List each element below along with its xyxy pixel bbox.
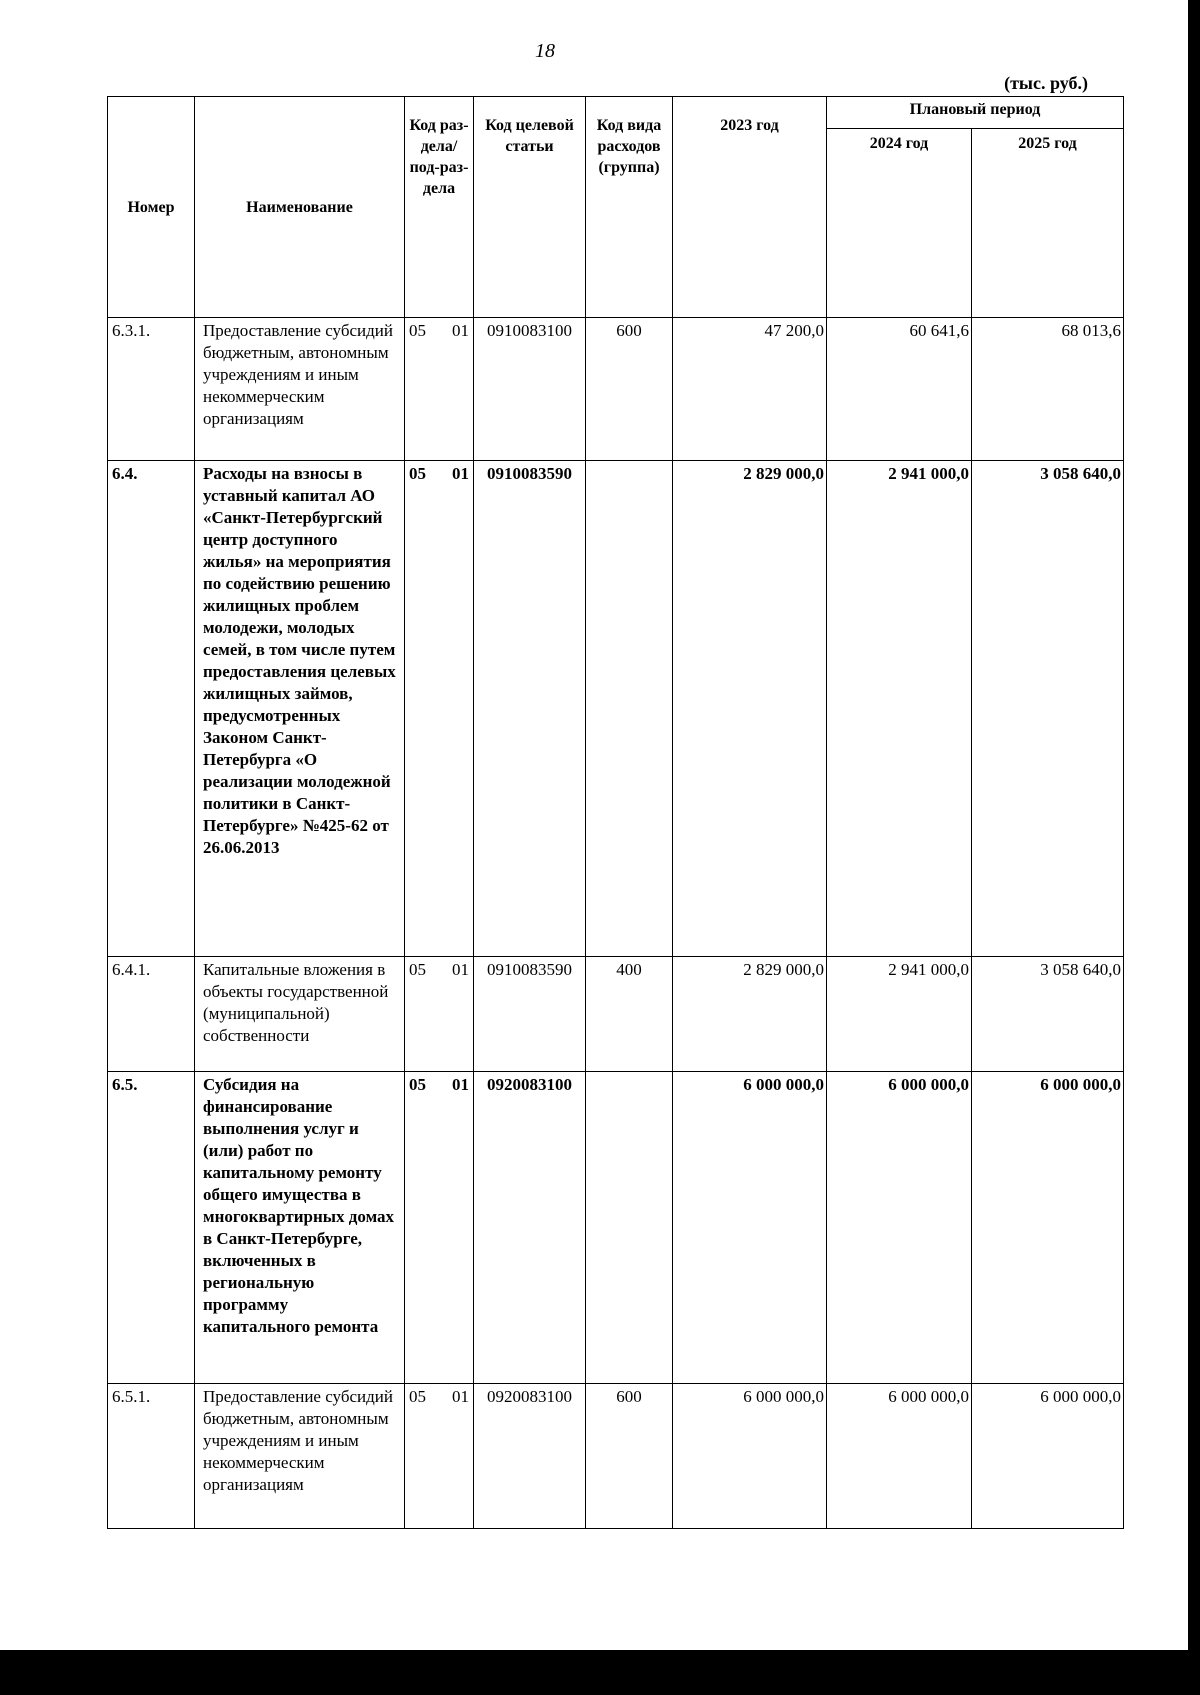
row-amount-2025: 3 058 640,0 (972, 461, 1124, 957)
row-amount-2024: 2 941 000,0 (827, 957, 972, 1072)
row-vid-code: 600 (586, 318, 673, 461)
row-amount-2025: 68 013,6 (972, 318, 1124, 461)
row-razdel (405, 318, 474, 461)
row-target-code: 0910083590 (474, 461, 586, 957)
page-number: 18 (535, 40, 555, 62)
row-number: 6.5.1. (108, 1384, 195, 1529)
row-amount-2024: 2 941 000,0 (827, 461, 972, 957)
razdel-code: 05 (409, 321, 426, 340)
row-amount-2023: 2 829 000,0 (673, 461, 827, 957)
row-razdel (405, 1384, 474, 1529)
header-2023: 2023 год (673, 97, 827, 318)
row-target-code: 0910083590 (474, 957, 586, 1072)
budget-table (107, 96, 1124, 1529)
row-amount-2023: 47 200,0 (673, 318, 827, 461)
table-row (108, 318, 1124, 461)
razdel-code: 05 (409, 960, 426, 979)
row-number: 6.3.1. (108, 318, 195, 461)
row-vid-code: 400 (586, 957, 673, 1072)
row-amount-2023: 6 000 000,0 (673, 1072, 827, 1384)
razdel-code: 05 (409, 464, 426, 483)
table-row (108, 461, 1124, 957)
podrazdel-code: 01 (452, 464, 469, 483)
table-row (108, 1384, 1124, 1529)
row-number: 6.4.1. (108, 957, 195, 1072)
row-razdel (405, 1072, 474, 1384)
header-2025: 2025 год (972, 129, 1124, 318)
header-number: Номер (108, 97, 195, 318)
row-target-code: 0920083100 (474, 1072, 586, 1384)
podrazdel-code: 01 (452, 1387, 469, 1406)
row-name: Предоставление субсидий бюджетным, автономным учреждениям и иным некоммерческим организациям (195, 318, 405, 461)
table-row (108, 1072, 1124, 1384)
row-vid-code (586, 461, 673, 957)
row-amount-2025: 6 000 000,0 (972, 1384, 1124, 1529)
scan-border-bottom (0, 1650, 1200, 1695)
header-name: Наименование (195, 97, 405, 318)
row-razdel (405, 957, 474, 1072)
razdel-code: 05 (409, 1075, 426, 1094)
row-amount-2025: 6 000 000,0 (972, 1072, 1124, 1384)
razdel-code: 05 (409, 1387, 426, 1406)
header-vid: Код вида расходов (группа) (586, 97, 673, 318)
header-2024: 2024 год (827, 129, 972, 318)
row-vid-code (586, 1072, 673, 1384)
scan-border-right (1188, 0, 1200, 1695)
row-name: Расходы на взносы в уставный капитал АО «Санкт-Петербургский центр доступного жилья» на мероприятия по содействию решению жилищных проблем молодежи, молодых семей, в том числе путем предоставления целевых жилищных займов, предусмотренных Законом Санкт-Петербурга «О реализации молодежной политики в Санкт-Петербурге» №425-62 от 26.06.2013 (195, 461, 405, 957)
podrazdel-code: 01 (452, 321, 469, 340)
row-number: 6.4. (108, 461, 195, 957)
row-amount-2025: 3 058 640,0 (972, 957, 1124, 1072)
row-name: Предоставление субсидий бюджетным, автономным учреждениям и иным некоммерческим организациям (195, 1384, 405, 1529)
row-amount-2024: 60 641,6 (827, 318, 972, 461)
header-razdel: Код раз-дела/ под-раз-дела (405, 97, 474, 318)
row-amount-2023: 6 000 000,0 (673, 1384, 827, 1529)
units-label: (тыс. руб.) (1004, 73, 1088, 93)
row-amount-2024: 6 000 000,0 (827, 1384, 972, 1529)
row-name: Капитальные вложения в объекты государственной (муниципальной) собственности (195, 957, 405, 1072)
row-target-code: 0910083100 (474, 318, 586, 461)
podrazdel-code: 01 (452, 960, 469, 979)
table-row (108, 957, 1124, 1072)
row-amount-2023: 2 829 000,0 (673, 957, 827, 1072)
row-number: 6.5. (108, 1072, 195, 1384)
header-target: Код целевой статьи (474, 97, 586, 318)
row-vid-code: 600 (586, 1384, 673, 1529)
header-planned-period: Плановый период (827, 97, 1124, 129)
row-razdel (405, 461, 474, 957)
row-amount-2024: 6 000 000,0 (827, 1072, 972, 1384)
row-target-code: 0920083100 (474, 1384, 586, 1529)
podrazdel-code: 01 (452, 1075, 469, 1094)
row-name: Субсидия на финансирование выполнения услуг и (или) работ по капитальному ремонту общего имущества в многоквартирных домах в Санкт-Петербурге, включенных в региональную программу капитального ремонта (195, 1072, 405, 1384)
